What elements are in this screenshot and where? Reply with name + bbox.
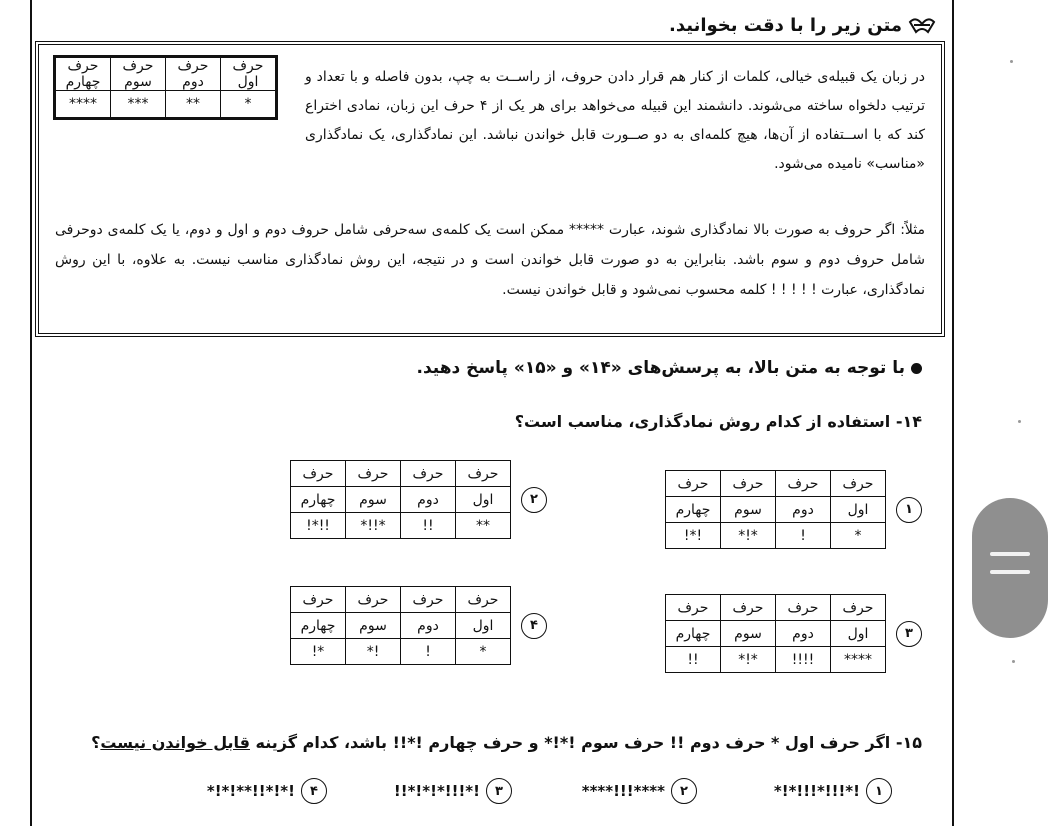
code-cell: ! <box>401 639 456 665</box>
code-cell: *!* <box>721 523 776 549</box>
code-cell: *!* <box>721 647 776 673</box>
option-table: حرف حرف حرف حرف اول دوم سوم چهارم ** !! *!!* !!*! <box>290 460 511 539</box>
code-cell: ** <box>456 513 511 539</box>
code-cell: * <box>456 639 511 665</box>
code-cell: !!*! <box>291 513 346 539</box>
passage-paragraph-2: مثلاً: اگر حروف به صورت بالا نمادگذاری شوند، عبارت ***** ممکن است یک کلمه‌ی سه‌حرفی شامل حروف دوم و اول و دوم، یا یک کلمه‌ی دوحرفی شامل حروف دوم و سوم باشد. بنابراین به دو صورت قابل خواندن است و در نتیجه، این روش نمادگذاری مناسب نیست. به علاوه، با این روش نمادگذاری، عبارت ! ! ! ! ! کلمه محسوب نمی‌شود و قابل خواندن نیست. <box>55 222 925 298</box>
option-number-badge: ۱ <box>866 778 892 804</box>
answer-15-2[interactable] <box>582 778 697 804</box>
option-number-badge: ۳ <box>896 621 922 647</box>
underlined-phrase: قابل خواندن نیست <box>100 733 250 752</box>
code-cell: * <box>831 523 886 549</box>
code-cell: !*! <box>666 523 721 549</box>
question-14: ۱۴- استفاده از کدام روش نمادگذاری، مناسب است؟ <box>514 412 922 431</box>
bullet-icon <box>911 363 922 374</box>
option-table: حرف حرف حرف حرف اول دوم سوم چهارم * ! *!* !*! <box>665 470 886 549</box>
code-cell: **** <box>831 647 886 673</box>
option-14-2[interactable] <box>290 460 547 539</box>
code-cell: * <box>221 91 277 119</box>
answer-text: ****!!!**** <box>581 782 665 800</box>
answer-15-1[interactable] <box>774 778 892 804</box>
option-number-badge: ۲ <box>671 778 697 804</box>
option-table: حرف حرف حرف حرف اول دوم سوم چهارم **** !!!! *!* !! <box>665 594 886 673</box>
code-cell: **** <box>55 91 111 119</box>
scan-speck <box>1010 60 1013 63</box>
option-14-1[interactable] <box>665 470 922 549</box>
option-number-badge: ۲ <box>521 487 547 513</box>
option-14-3[interactable] <box>665 594 922 673</box>
instruction-line <box>417 358 922 378</box>
passage-paragraph-1: در زبان یک قبیله‌ی خیالی، کلمات از کنار هم قرار دادن حروف، از راســت به چپ، بدون فاصله و با تعداد و ترتیب دلخواه ساخته می‌شوند. دانشمند این قبیله می‌خواهد برای هر یک از ۴ حرف این زبان، نمادی اختراع کند که با اســتفاده از آن‌ها، هیچ کلمه‌ای به دو صــورت قابل خواندن نباشد. این نمادگذاری، یک نمادگذاری «مناسب» نامیده می‌شود. <box>305 69 925 172</box>
option-table: حرف حرف حرف حرف اول دوم سوم چهارم * ! !* *! <box>290 586 511 665</box>
answer-text: *!*!**!!*!*! <box>206 782 295 800</box>
code-cell: ** <box>166 91 221 119</box>
menu-button[interactable] <box>972 498 1048 638</box>
answer-text: *!*!!!*!!!*! <box>773 782 860 800</box>
section-heading <box>669 14 936 36</box>
main-symbol-table <box>53 55 278 120</box>
code-cell: !! <box>666 647 721 673</box>
question-15: ۱۵- اگر حرف اول * حرف دوم !! حرف سوم !*!* و حرف چهارم !*!! باشد، کدام گزینه قابل خواندن نیست؟ <box>91 733 922 752</box>
option-number-badge: ۱ <box>896 497 922 523</box>
header-cell: حرف دوم <box>166 57 221 91</box>
option-number-badge: ۳ <box>486 778 512 804</box>
header-cell: حرف چهارم <box>55 57 111 91</box>
header-cell: حرف سوم <box>111 57 166 91</box>
scan-speck <box>1018 420 1021 423</box>
answer-text: !!*!*!*!!!*! <box>393 782 480 800</box>
code-cell: ! <box>776 523 831 549</box>
passage-box <box>38 44 942 334</box>
option-number-badge: ۴ <box>521 613 547 639</box>
table-header-row <box>55 57 277 91</box>
scan-speck <box>1012 660 1015 663</box>
option-number-badge: ۴ <box>301 778 327 804</box>
code-cell: !! <box>401 513 456 539</box>
code-cell: *! <box>291 639 346 665</box>
option-14-4[interactable] <box>290 586 547 665</box>
instruction-text: با توجه به متن بالا، به پرسش‌های «۱۴» و «۱۵» پاسخ دهید. <box>416 358 905 378</box>
code-cell: !* <box>346 639 401 665</box>
answer-15-3[interactable] <box>394 778 512 804</box>
table-code-row <box>55 91 277 119</box>
header-cell: حرف اول <box>221 57 277 91</box>
heading-text: متن زیر را با دقت بخوانید. <box>669 14 902 36</box>
menu-line-icon <box>990 570 1030 574</box>
menu-line-icon <box>990 552 1030 556</box>
code-cell: *!!* <box>346 513 401 539</box>
answer-15-4[interactable] <box>207 778 327 804</box>
worksheet-page <box>30 0 954 826</box>
code-cell: !!!! <box>776 647 831 673</box>
pencil-check-icon <box>908 14 936 36</box>
code-cell: *** <box>111 91 166 119</box>
